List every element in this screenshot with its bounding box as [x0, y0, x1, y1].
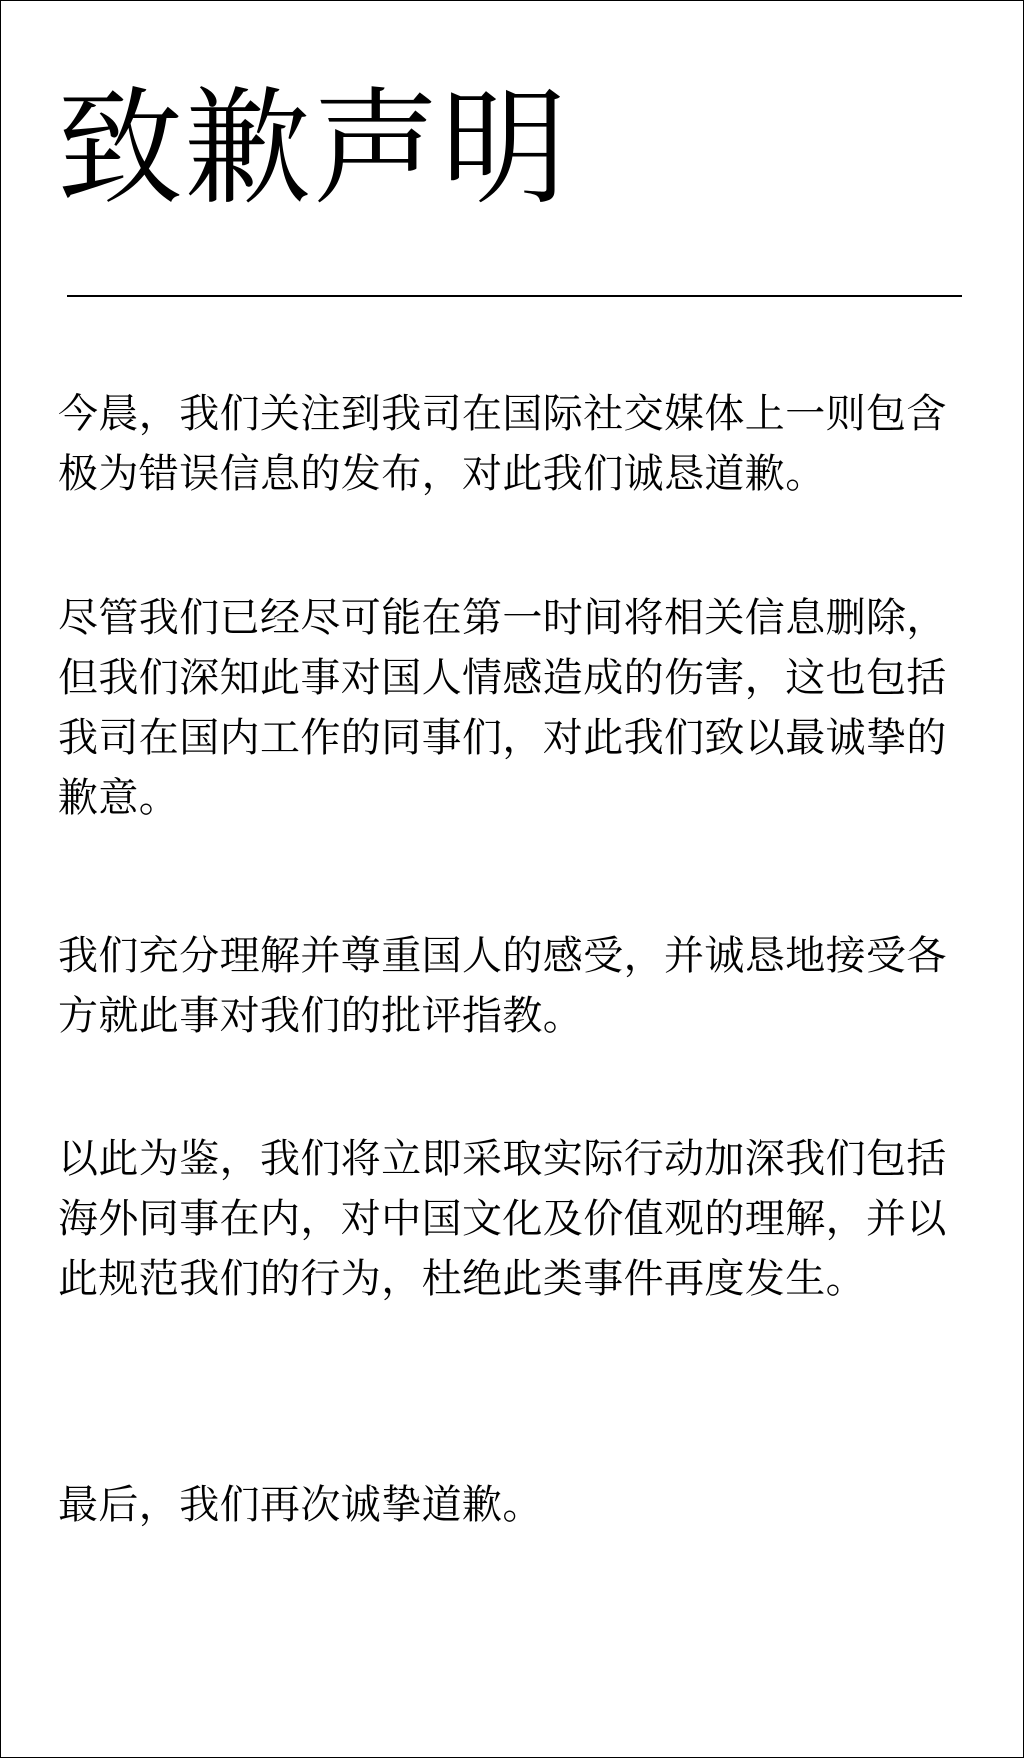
paragraph-4 [58, 1129, 958, 1309]
paragraph-line: 海外同事在内，对中国文化及价值观的理解，并以 [58, 1196, 947, 1242]
paragraph-line: 以此为鉴，我们将立即采取实际行动加深我们包括 [58, 1136, 947, 1182]
paragraph-line: 今晨，我们关注到我司在国际社交媒体上一则包含 [58, 391, 947, 437]
title-divider [67, 295, 962, 297]
paragraph-line: 但我们深知此事对国人情感造成的伤害，这也包括 [58, 655, 947, 701]
paragraph-3 [58, 926, 958, 1046]
paragraph-line: 歉意。 [58, 775, 180, 821]
paragraph-line: 尽管我们已经尽可能在第一时间将相关信息删除， [58, 595, 947, 641]
paragraph-line: 最后，我们再次诚挚道歉。 [58, 1482, 543, 1528]
paragraph-line: 我司在国内工作的同事们，对此我们致以最诚挚的 [58, 715, 947, 761]
paragraph-1 [58, 384, 958, 504]
paragraph-2 [58, 588, 958, 828]
paragraph-line: 此规范我们的行为，杜绝此类事件再度发生。 [58, 1256, 866, 1302]
closing-paragraph [58, 1475, 958, 1535]
page-title: 致歉声明 [57, 75, 569, 222]
paragraph-line: 极为错误信息的发布，对此我们诚恳道歉。 [58, 451, 826, 497]
paragraph-line: 我们充分理解并尊重国人的感受，并诚恳地接受各 [58, 933, 947, 979]
paragraph-line: 方就此事对我们的批评指教。 [58, 993, 584, 1039]
